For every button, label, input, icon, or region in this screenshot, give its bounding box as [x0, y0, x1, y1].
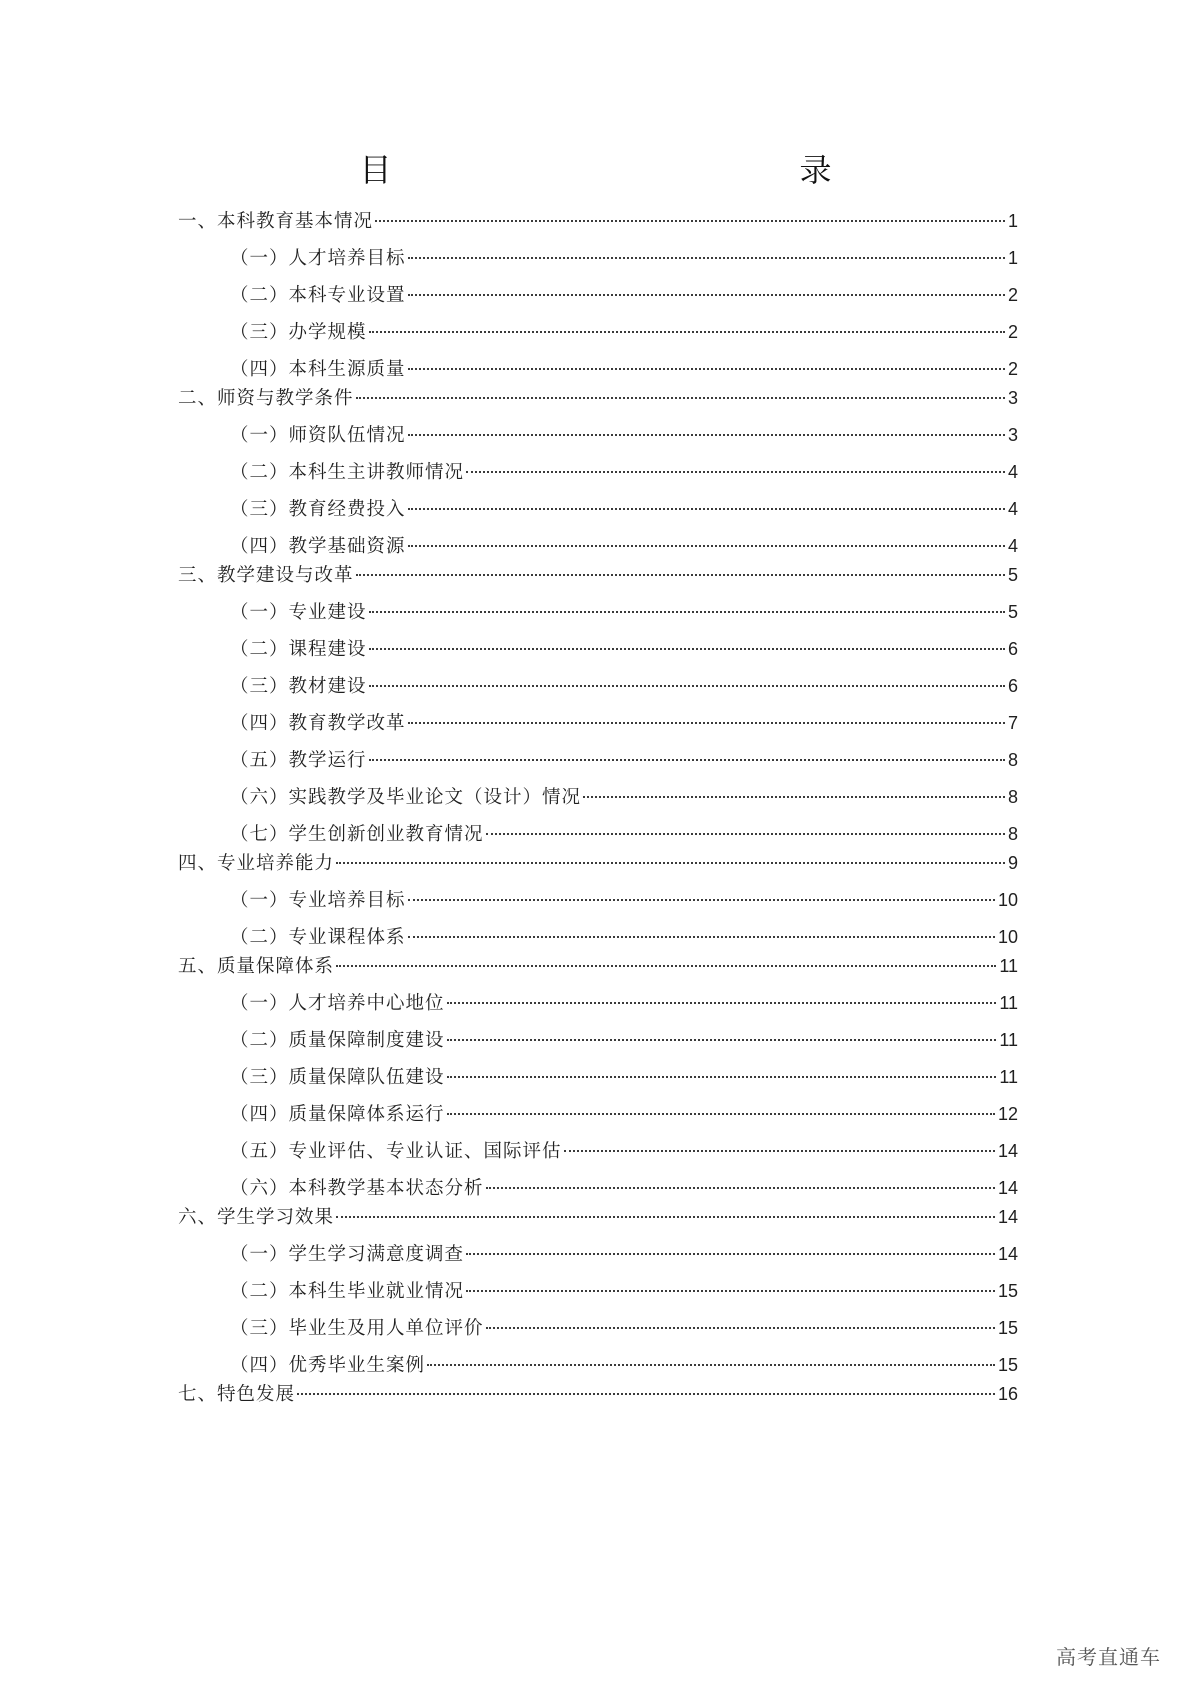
- toc-entry[interactable]: [230, 1101, 1018, 1127]
- toc-entry-page-number: 11: [999, 993, 1018, 1013]
- toc-entry[interactable]: [230, 710, 1018, 736]
- dot-leader: [447, 1002, 997, 1004]
- toc-entry[interactable]: [230, 1027, 1018, 1053]
- toc-entry-label: （四）优秀毕业生案例: [230, 1355, 426, 1376]
- dot-leader: [408, 899, 995, 901]
- toc-entry[interactable]: [230, 459, 1018, 485]
- toc-entry-label: （二）本科生毕业就业情况: [230, 1281, 465, 1302]
- toc-entry-page-number: 4: [1007, 462, 1018, 482]
- toc-entry-label: （一）专业培养目标: [230, 890, 406, 911]
- toc-entry-page-number: 2: [1007, 359, 1018, 379]
- dot-leader: [408, 936, 995, 938]
- watermark-text: 高考直通车: [1056, 1645, 1161, 1669]
- toc-entry-label: （六）实践教学及毕业论文（设计）情况: [230, 787, 582, 808]
- toc-entry-label: （二）专业课程体系: [230, 927, 406, 948]
- page-title: 目 录: [359, 151, 910, 189]
- dot-leader: [486, 1187, 995, 1189]
- toc-entry[interactable]: [230, 887, 1018, 913]
- dot-leader: [369, 685, 1005, 687]
- toc-entry[interactable]: [230, 1138, 1018, 1164]
- toc-entry[interactable]: [230, 1315, 1018, 1341]
- toc-entry[interactable]: [230, 636, 1018, 662]
- toc-entry-label: （一）师资队伍情况: [230, 425, 406, 446]
- toc-entry[interactable]: [230, 784, 1018, 810]
- toc-entry-page-number: 11: [999, 1067, 1018, 1087]
- dot-leader: [486, 833, 1005, 835]
- toc-entry-label: （五）专业评估、专业认证、国际评估: [230, 1141, 562, 1162]
- toc-entry[interactable]: [230, 1352, 1018, 1378]
- dot-leader: [356, 397, 1005, 399]
- toc-entry-label: （二）本科专业设置: [230, 285, 406, 306]
- toc-entry[interactable]: [230, 673, 1018, 699]
- toc-entry[interactable]: [230, 319, 1018, 345]
- dot-leader: [447, 1076, 997, 1078]
- toc-entry-label: （二）本科生主讲教师情况: [230, 462, 465, 483]
- toc-entry-label: （三）毕业生及用人单位评价: [230, 1318, 484, 1339]
- toc-entry[interactable]: [178, 385, 1018, 411]
- dot-leader: [408, 294, 1005, 296]
- toc-entry-page-number: 4: [1007, 499, 1018, 519]
- toc-entry-label: 四、专业培养能力: [178, 853, 335, 874]
- dot-leader: [447, 1039, 997, 1041]
- toc-entry-page-number: 4: [1007, 536, 1018, 556]
- toc-entry-label: （四）质量保障体系运行: [230, 1104, 445, 1125]
- toc-entry[interactable]: [178, 1204, 1018, 1230]
- toc-entry-page-number: 14: [997, 1178, 1018, 1198]
- dot-leader: [583, 796, 1005, 798]
- toc-entry-label: 三、教学建设与改革: [178, 565, 354, 586]
- toc-entry[interactable]: [230, 924, 1018, 950]
- toc-entry[interactable]: [230, 1175, 1018, 1201]
- toc-entry-label: （五）教学运行: [230, 750, 367, 771]
- toc-entry-label: （三）办学规模: [230, 322, 367, 343]
- dot-leader: [427, 1364, 995, 1366]
- toc-entry-page-number: 5: [1007, 602, 1018, 622]
- toc-entry-label: （二）课程建设: [230, 639, 367, 660]
- dot-leader: [408, 257, 1005, 259]
- dot-leader: [297, 1393, 995, 1395]
- toc-entry-page-number: 5: [1007, 565, 1018, 585]
- toc-entry-page-number: 14: [997, 1207, 1018, 1227]
- dot-leader: [466, 1253, 995, 1255]
- toc-entry[interactable]: [230, 1064, 1018, 1090]
- toc-entry-page-number: 16: [997, 1384, 1018, 1404]
- dot-leader: [336, 965, 996, 967]
- dot-leader: [336, 862, 1005, 864]
- dot-leader: [375, 220, 1005, 222]
- toc-entry-label: （一）人才培养中心地位: [230, 993, 445, 1014]
- toc-entry-page-number: 2: [1007, 285, 1018, 305]
- dot-leader: [369, 759, 1005, 761]
- toc-entry-label: 七、特色发展: [178, 1384, 296, 1405]
- toc-entry-page-number: 11: [999, 956, 1018, 976]
- toc-entry[interactable]: [230, 282, 1018, 308]
- toc-entry-label: （四）本科生源质量: [230, 359, 406, 380]
- dot-leader: [466, 471, 1005, 473]
- toc-entry-page-number: 10: [997, 890, 1018, 910]
- toc-entry-page-number: 15: [997, 1318, 1018, 1338]
- toc-entry[interactable]: [178, 562, 1018, 588]
- toc-entry-page-number: 3: [1007, 425, 1018, 445]
- toc-entry-page-number: 15: [997, 1281, 1018, 1301]
- dot-leader: [369, 611, 1005, 613]
- toc-entry-label: （三）教材建设: [230, 676, 367, 697]
- toc-entry[interactable]: [230, 496, 1018, 522]
- dot-leader: [486, 1327, 995, 1329]
- toc-entry-label: （六）本科教学基本状态分析: [230, 1178, 484, 1199]
- toc-entry-label: （一）学生学习满意度调查: [230, 1244, 465, 1265]
- dot-leader: [564, 1150, 995, 1152]
- toc-entry-page-number: 8: [1007, 824, 1018, 844]
- toc-entry[interactable]: [178, 1381, 1018, 1407]
- toc-entry-label: 五、质量保障体系: [178, 956, 335, 977]
- dot-leader: [369, 648, 1005, 650]
- dot-leader: [408, 545, 1005, 547]
- dot-leader: [336, 1216, 995, 1218]
- toc-entry[interactable]: [230, 356, 1018, 382]
- toc-entry-page-number: 15: [997, 1355, 1018, 1375]
- toc-entry-label: 六、学生学习效果: [178, 1207, 335, 1228]
- toc-entry-label: （三）教育经费投入: [230, 499, 406, 520]
- dot-leader: [408, 722, 1005, 724]
- toc-entry-page-number: 6: [1007, 676, 1018, 696]
- toc-entry-page-number: 11: [999, 1030, 1018, 1050]
- toc-entry-label: （七）学生创新创业教育情况: [230, 824, 484, 845]
- toc-entry[interactable]: [230, 990, 1018, 1016]
- toc-entry-page-number: 8: [1007, 750, 1018, 770]
- dot-leader: [408, 368, 1005, 370]
- toc-entry-page-number: 14: [997, 1244, 1018, 1264]
- toc-entry-page-number: 2: [1007, 322, 1018, 342]
- toc-entry-page-number: 3: [1007, 388, 1018, 408]
- toc-entry-page-number: 14: [997, 1141, 1018, 1161]
- toc-entry[interactable]: [178, 850, 1018, 876]
- dot-leader: [369, 331, 1005, 333]
- toc-entry-label: （二）质量保障制度建设: [230, 1030, 445, 1051]
- dot-leader: [356, 574, 1005, 576]
- dot-leader: [466, 1290, 995, 1292]
- toc-entry-label: （四）教育教学改革: [230, 713, 406, 734]
- toc-entry-label: 二、师资与教学条件: [178, 388, 354, 409]
- toc-entry-label: 一、本科教育基本情况: [178, 211, 374, 232]
- toc-entry-page-number: 1: [1007, 248, 1018, 268]
- dot-leader: [447, 1113, 995, 1115]
- toc-entry-page-number: 9: [1007, 853, 1018, 873]
- toc-entry-page-number: 7: [1007, 713, 1018, 733]
- toc-entry-page-number: 6: [1007, 639, 1018, 659]
- toc-entry[interactable]: [230, 533, 1018, 559]
- toc-entry[interactable]: [178, 953, 1018, 979]
- dot-leader: [408, 434, 1005, 436]
- toc-entry-label: （一）专业建设: [230, 602, 367, 623]
- toc-entry-page-number: 10: [997, 927, 1018, 947]
- toc-entry-label: （一）人才培养目标: [230, 248, 406, 269]
- dot-leader: [408, 508, 1005, 510]
- toc-entry[interactable]: [230, 1278, 1018, 1304]
- toc-entry[interactable]: [230, 422, 1018, 448]
- toc-entry[interactable]: [178, 208, 1018, 234]
- toc-entry-page-number: 8: [1007, 787, 1018, 807]
- toc-entry-label: （三）质量保障队伍建设: [230, 1067, 445, 1088]
- toc-entry-page-number: 1: [1007, 211, 1018, 231]
- toc-entry[interactable]: [230, 599, 1018, 625]
- toc-entry-page-number: 12: [997, 1104, 1018, 1124]
- toc-entry[interactable]: [230, 1241, 1018, 1267]
- toc-entry-label: （四）教学基础资源: [230, 536, 406, 557]
- toc-entry[interactable]: [230, 747, 1018, 773]
- toc-entry[interactable]: [230, 245, 1018, 271]
- toc-entry[interactable]: [230, 821, 1018, 847]
